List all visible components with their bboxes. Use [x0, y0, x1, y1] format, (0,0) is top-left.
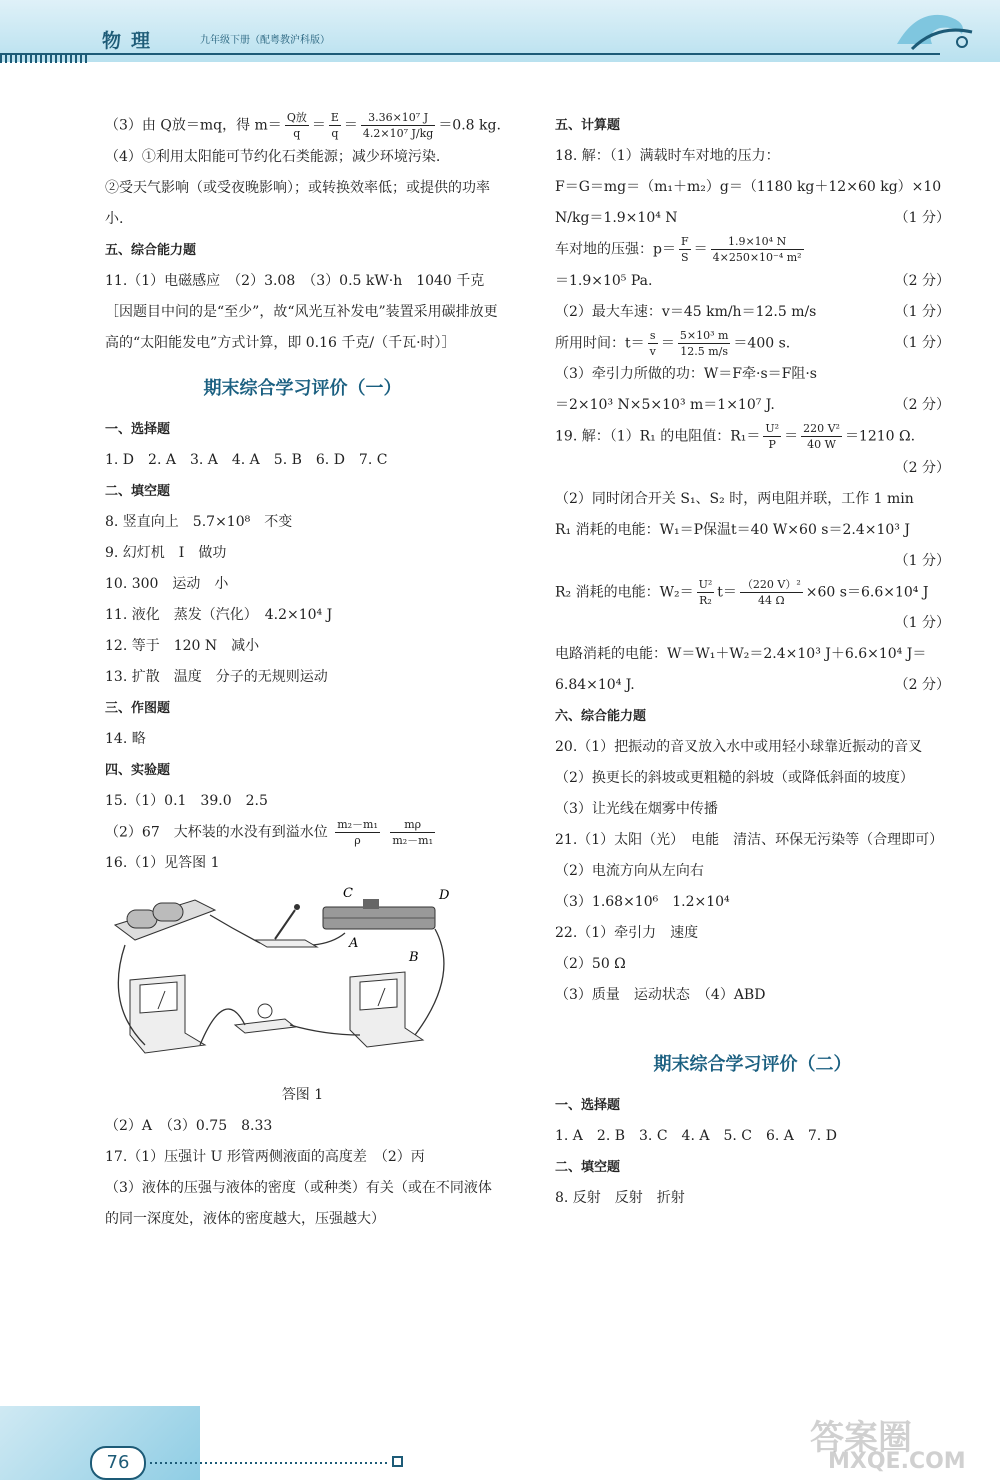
fraction: $\frac{\text{U²}}{P}$ [765, 422, 780, 451]
answer-line: （3）质量 运动状态 （4）ABD [555, 987, 766, 1003]
answer-line: 14. 略 [105, 730, 146, 747]
answer-line: R₂ 消耗的电能：W₂＝ $\frac{\text{U²}}{\text{R₂}}$ t＝ $\frac{\text{（220 V）²}}{44 \Omega}$ ×60 s＝6.6×10⁴ J [555, 577, 929, 607]
answer-line: 17.（1）压强计 U 形管两侧液面的高度差 （2）丙 [105, 1149, 425, 1165]
answer-line: 22.（1）牵引力 速度 [555, 925, 699, 941]
fraction: $\frac{\text{5×10³ m}}{12.5 m/s}$ [679, 328, 729, 358]
answer-line: （2）最大车速：v＝45 km/h＝12.5 m/s （1 分） [555, 297, 950, 328]
exam-title-2: 期末综合学习评价（二） [653, 1054, 852, 1075]
answer-line: ＝1.9×10⁵ Pa. （2 分） [555, 266, 950, 297]
watermark-url: MXQE.COM [828, 1449, 966, 1474]
score: （2 分） [894, 397, 950, 413]
fraction: $\frac{m\rho}{\text{m₂－m₁}}$ [392, 817, 434, 847]
answer-line: F＝G＝mg＝（m₁＋m₂）g＝（1180 kg＋12×60 kg）×10 N/kg＝1.9×10⁴ N （1 分） [555, 172, 950, 234]
score: （1 分） [894, 615, 950, 631]
answer-line: （3）让光线在烟雾中传播 [555, 801, 718, 817]
exam-title-1: 期末综合学习评价（一） [203, 377, 402, 399]
answer-line: 10. 300 运动 小 [105, 575, 229, 592]
terminal-label-c: C [343, 886, 353, 901]
fraction: $\frac{\text{m₂－m₁}}{\rho}$ [337, 817, 378, 847]
footer-square [392, 1456, 403, 1467]
fraction: $\frac{s}{v}$ [649, 328, 656, 358]
battery-icon [115, 900, 215, 940]
section-heading: 五、计算题 [555, 118, 621, 133]
book-subtitle: 九年级下册（配粤教沪科版） [200, 35, 330, 46]
answer-line: （2）同时闭合开关 S₁、S₂ 时，两电阻并联，工作 1 min [555, 490, 914, 507]
left-column [105, 110, 500, 1235]
wave-logo-icon [892, 4, 982, 54]
terminal-label-b: B [409, 950, 419, 965]
answer-line: （2）50 Ω [555, 956, 626, 972]
answer-line: （3）牵引力所做的功：W＝F牵·s＝F阻·s [555, 366, 817, 382]
answer-line: ②受天气影响（或受夜晚影响）；或转换效率低；或提供的功率小. [105, 179, 490, 227]
answer-line: （4）①利用太阳能可节约化石类能源；减少环境污染. [105, 148, 441, 165]
terminal-label-d: D [439, 888, 450, 903]
answer-line: 11. 液化 蒸发（汽化） 4.2×10⁴ J [105, 606, 333, 623]
section-heading: 六、综合能力题 [555, 709, 647, 724]
rheostat-icon [323, 899, 435, 929]
circuit-diagram [105, 885, 500, 1080]
answer-line: （3）液体的压强与液体的密度（或种类）有关（或在不同液体的同一深度处，液体的密度越大，压强越大） [105, 1180, 492, 1227]
section-heading: 一、选择题 [105, 421, 171, 437]
answer-line: （2）换更长的斜坡或更粗糙的斜坡（或降低斜面的坡度） [555, 770, 914, 786]
section-heading: 二、填空题 [105, 483, 171, 499]
score: （1 分） [894, 552, 950, 569]
fraction: $\frac{E}{q}$ [330, 111, 339, 140]
fraction: $\frac{\text{220 V²}}{40 W}$ [803, 422, 840, 451]
section-heading: 三、作图题 [105, 700, 171, 716]
section-heading: 四、实验题 [105, 762, 171, 778]
answer-line: 13. 扩散 温度 分子的无规则运动 [105, 668, 328, 685]
lamp-icon [235, 1004, 295, 1033]
score: （2 分） [894, 459, 950, 476]
watermark-logo: 答案圈 [810, 1418, 912, 1458]
answer-line: 9. 幻灯机 I 做功 [105, 544, 227, 561]
figure-caption: 答图 1 [281, 1087, 324, 1103]
answer-line: 20.（1）把振动的音叉放入水中或用轻小球靠近振动的音叉 [555, 739, 923, 755]
answer-line: ＝2×10³ N×5×10³ m＝1×10⁷ J. （2 分） [555, 390, 950, 421]
section-heading: 一、选择题 [555, 1098, 621, 1113]
switch-icon [255, 904, 317, 947]
score: （2 分） [894, 677, 950, 693]
header-rule [0, 53, 940, 55]
score: （2 分） [894, 272, 950, 289]
fraction: $\frac{\text{U²}}{\text{R₂}}$ [698, 577, 713, 607]
answer-line: R₁ 消耗的电能：W₁＝P保温t＝40 W×60 s＝2.4×10³ J [555, 521, 910, 538]
answer-line [555, 608, 950, 639]
fraction: $\frac{\text{（220 V）²}}{44 \Omega}$ [741, 577, 801, 607]
page-number: 76 [90, 1446, 146, 1480]
score: （1 分） [894, 210, 950, 226]
answer-line: 16.（1）见答图 1 [105, 855, 220, 871]
answer-line: 19. 解：（1）R₁ 的电阻值：R₁＝ $\frac{\text{U²}}{P}$ ＝ $\frac{\text{220 V²}}{40 W}$ ＝1210 Ω. [555, 422, 916, 451]
answer-line: 所用时间：t＝ $\frac{s}{v}$ ＝ $\frac{\text{5×10³ m}}{12.5 m/s}$ ＝400 s. （1 分） [555, 328, 950, 358]
answer-line: 21.（1）太阳（光） 电能 清洁、环保无污染等（合理即可） [555, 832, 944, 848]
ammeter-icon [350, 972, 423, 1047]
fraction: $\frac{\text{3.36×10⁷ J}}{\text{4.2×10⁷ J/kg}}$ [362, 111, 434, 140]
right-column [555, 110, 950, 1214]
terminal-label-a: A [349, 936, 359, 951]
answer-line: （3）由 Q放＝mq，得 m＝ $\frac{\text{Q放}}{q}$ ＝ $\frac{E}{q}$ ＝ $\frac{\text{3.36×10⁷ J}}{\text{4.2×10⁷ J/kg}}$ ＝0.8 kg. [105, 111, 501, 140]
answer-line: （3）1.68×10⁶ 1.2×10⁴ [555, 894, 730, 910]
answer-line: 18. 解：（1）满载时车对地的压力： [555, 148, 780, 164]
score: （1 分） [894, 303, 950, 320]
answer-line [555, 453, 950, 484]
answer-line: 车对地的压强：p＝ $\frac{F}{S}$ ＝ $\frac{\text{1.9×10⁴ N}}{\text{4×250×10⁻⁴ m²}}$ [555, 235, 802, 264]
answer-line: 11.（1）电磁感应 （2）3.08 （3）0.5 kW·h 1040 千克［因题目中问的是“至少”，故“风光互补发电”装置采用碳排放更高的“太阳能发电”方式计算，即 0.16 千克/（千瓦·时）］ [105, 272, 498, 351]
subject-title: 物理 [102, 30, 161, 52]
answer-line: 1. A 2. B 3. C 4. A 5. C 6. A 7. D [555, 1128, 837, 1144]
answer-line: （2）A （3）0.75 8.33 [105, 1118, 273, 1134]
score: （1 分） [894, 334, 950, 351]
answer-line: 电路消耗的电能：W＝W₁＋W₂＝2.4×10³ J＋6.6×10⁴ J＝6.84×10⁴ J. （2 分） [555, 639, 950, 701]
fraction: $\frac{\text{1.9×10⁴ N}}{\text{4×250×10⁻⁴ m²}}$ [712, 235, 802, 264]
answer-line: 8. 反射 反射 折射 [555, 1190, 685, 1206]
footer-dots [150, 1462, 390, 1464]
answer-line: 1. D 2. A 3. A 4. A 5. B 6. D 7. C [105, 451, 388, 468]
answer-line: （2）电流方向从左向右 [555, 863, 704, 879]
answer-line: 15.（1）0.1 39.0 2.5 [105, 792, 268, 809]
fraction: $\frac{F}{S}$ [680, 235, 689, 264]
answer-line: 8. 竖直向上 5.7×10⁸ 不变 [105, 513, 293, 530]
answer-line [555, 546, 950, 577]
header-ticks [0, 55, 90, 63]
answer-line: （2）67 大杯装的水没有到溢水位 $\frac{\text{m₂－m₁}}{\rho}$ $\frac{m\rho}{\text{m₂－m₁}}$ [105, 817, 434, 847]
section-heading: 五、综合能力题 [105, 242, 197, 258]
answer-line: 12. 等于 120 N 减小 [105, 637, 260, 654]
section-heading: 二、填空题 [555, 1160, 621, 1175]
fraction: $\frac{\text{Q放}}{q}$ [286, 111, 307, 140]
